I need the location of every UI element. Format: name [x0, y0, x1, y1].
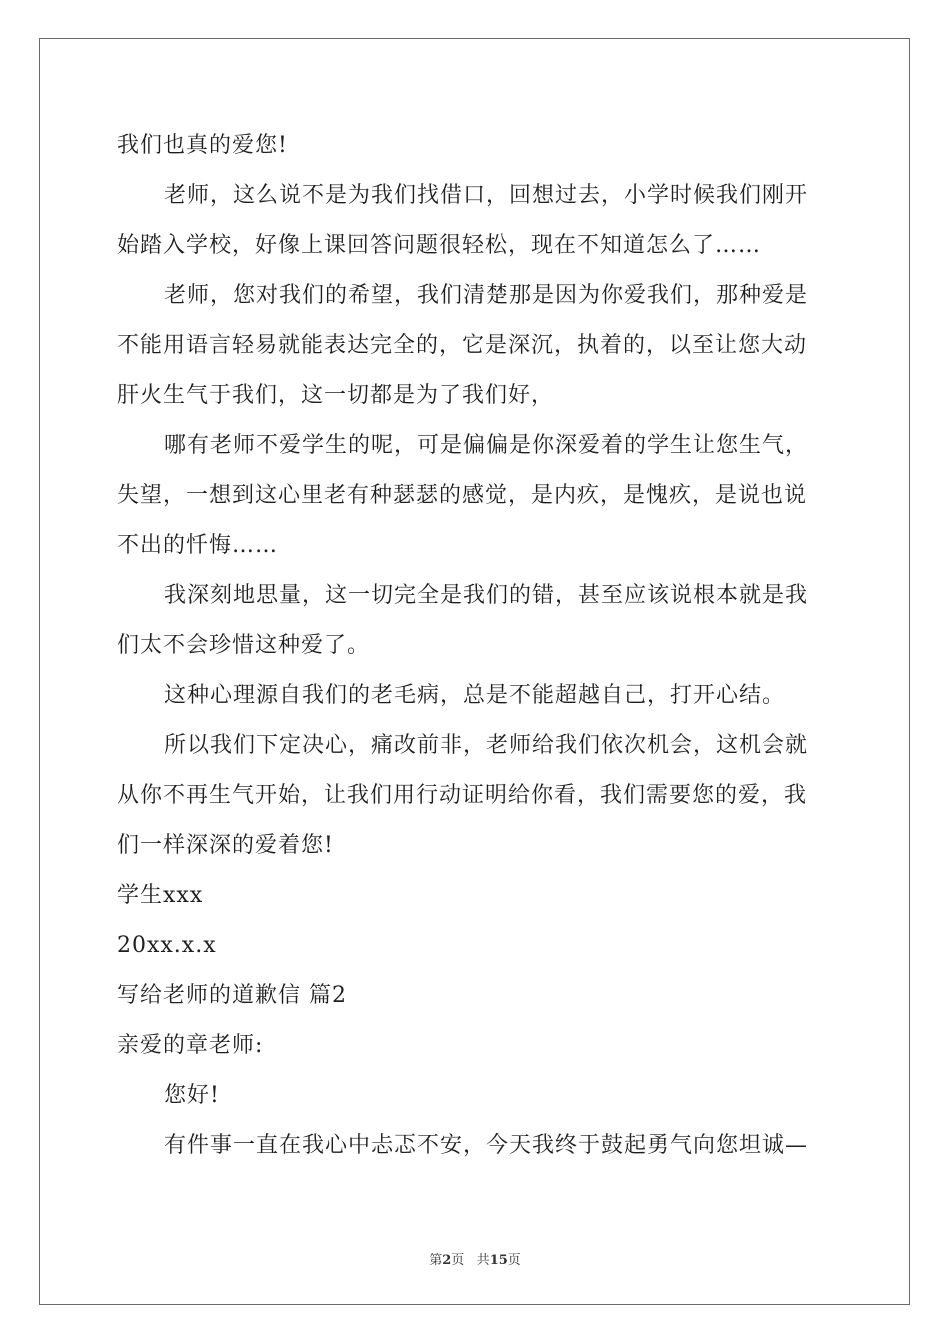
footer-prefix: 第 — [429, 1253, 443, 1268]
text-line-12: 这种心理源自我们的老毛病，总是不能超越自己，打开心结。 — [164, 683, 786, 708]
text-line-1: 我们也真的爱您! — [117, 133, 288, 158]
footer-total-suffix: 页 — [507, 1253, 521, 1268]
total-pages-number: 15 — [489, 1253, 508, 1268]
text-line-21: 有件事一直在我心中忐忑不安，今天我终于鼓起勇气向您坦诚— — [164, 1133, 809, 1158]
text-line-11: 们太不会珍惜这种爱了。 — [117, 633, 371, 658]
text-line-14: 从你不再生气开始，让我们用行动证明给你看，我们需要您的爱，我 — [117, 783, 808, 808]
text-line-2: 老师，这么说不是为我们找借口，回想过去，小学时候我们刚开 — [164, 183, 809, 208]
section-heading: 写给老师的道歉信 篇2 — [117, 983, 347, 1008]
text-line-4: 老师，您对我们的希望，我们清楚那是因为你爱我们，那种爱是 — [164, 283, 809, 308]
text-line-8: 失望，一想到这心里老有种瑟瑟的感觉，是内疚，是愧疚，是说也说 — [117, 483, 808, 508]
document-body — [117, 121, 837, 1171]
current-page-number: 2 — [442, 1253, 452, 1268]
page-footer — [0, 1249, 950, 1268]
footer-total-prefix: 共 — [476, 1253, 490, 1268]
text-line-15: 们一样深深的爱着您! — [117, 833, 334, 858]
greeting: 您好! — [164, 1083, 220, 1108]
date-line: 20xx.x.x — [117, 933, 217, 958]
text-line-13: 所以我们下定决心，痛改前非，老师给我们依次机会，这机会就 — [164, 733, 809, 758]
text-line-9: 不出的忏悔…… — [117, 533, 279, 558]
text-line-6: 肝火生气于我们，这一切都是为了我们好， — [117, 383, 555, 408]
text-line-3: 始踏入学校，好像上课回答问题很轻松，现在不知道怎么了…… — [117, 233, 762, 258]
text-line-10: 我深刻地思量，这一切完全是我们的错，甚至应该说根本就是我 — [164, 583, 809, 608]
footer-page-suffix: 页 — [451, 1253, 465, 1268]
text-line-5: 不能用语言轻易就能表达完全的，它是深沉，执着的，以至让您大动 — [117, 333, 808, 358]
text-line-7: 哪有老师不爱学生的呢，可是偏偏是你深爱着的学生让您生气， — [164, 433, 809, 458]
signature-line: 学生xxx — [117, 883, 204, 908]
salutation: 亲爱的章老师: — [117, 1033, 264, 1058]
